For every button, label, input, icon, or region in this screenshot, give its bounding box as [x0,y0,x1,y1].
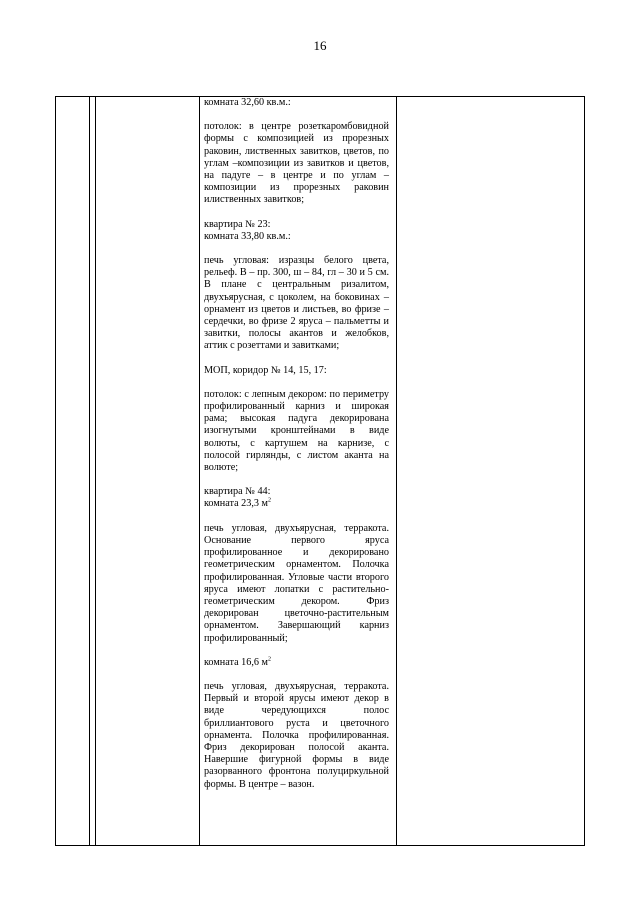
apartment-heading: квартира № 44: [204,486,271,498]
superscript: 2 [267,498,271,505]
stove-description: печь угловая, двухъярусная, терракота. Основание первого яруса профилированное и декорировано геометрическим орнаментом. Полочка профилированная. Угловые части второго яруса имеют лопатки с растительно-геометрическим декором. Фриз декорирован цветочно-растительным орнаментом. Завершающий карниз профилированный; [204,522,389,644]
superscript: 2 [267,656,271,663]
room-heading: комната 32,60 кв.м.: [204,97,291,108]
decor-description-cell [204,97,389,791]
room-heading: комната 16,6 $м^2$ [204,656,271,668]
column-divider [89,97,90,845]
corridor-heading: МОП, коридор № 14, 15, 17: [204,364,327,376]
column-divider [95,97,96,845]
column-divider [199,97,200,845]
register-table [55,96,585,846]
ceiling-description: потолок: в центре розеткаромбовидной формы с композицией из прорезных раковин, лиственных завитков, цветов, по углам –композиции из завитков и цветов, на падуге – в центре и по углам – композиции из прорезных раковин илиственных завитков; [204,121,389,206]
room-heading: комната 33,80 кв.м.: [204,230,291,242]
stove-description: печь угловая, двухъярусная, терракота. Первый и второй ярусы имеют декор в виде чередующихся полос бриллиантового руста и цветочного орнамента. Полочка профилированная. Фриз декорирован полосой аканта. Навершие фигурной формы в виде разорванного фронтона полуциркульной формы. В центре – вазон. [204,680,389,790]
ceiling-description: потолок: с лепным декором: по периметру профилированный карниз и широкая рама; высокая падуга декорирована изогнутыми кронштейнами в виде волюты, с картушем на карнизе, с полосой гирлянды, с листом аканта на волюте; [204,388,389,474]
room-heading: комната 23,3 $м^2$ [204,498,271,510]
column-divider [396,97,397,845]
page-number: 16 [313,38,327,53]
apartment-heading: квартира № 23: [204,218,271,230]
stove-description: печь угловая: изразцы белого цвета, рельеф. В – пр. 300, ш – 84, гл – 30 и 5 см. В плане с центральным ризалитом, двухъярусная, с цоколем, на боковинах – орнамент из цветов и листьев, во фризе – сердечки, во фризе 2 яруса – пальметты и завитки, полосы акантов и желобков, аттик с розеттами и завитками; [204,255,389,352]
